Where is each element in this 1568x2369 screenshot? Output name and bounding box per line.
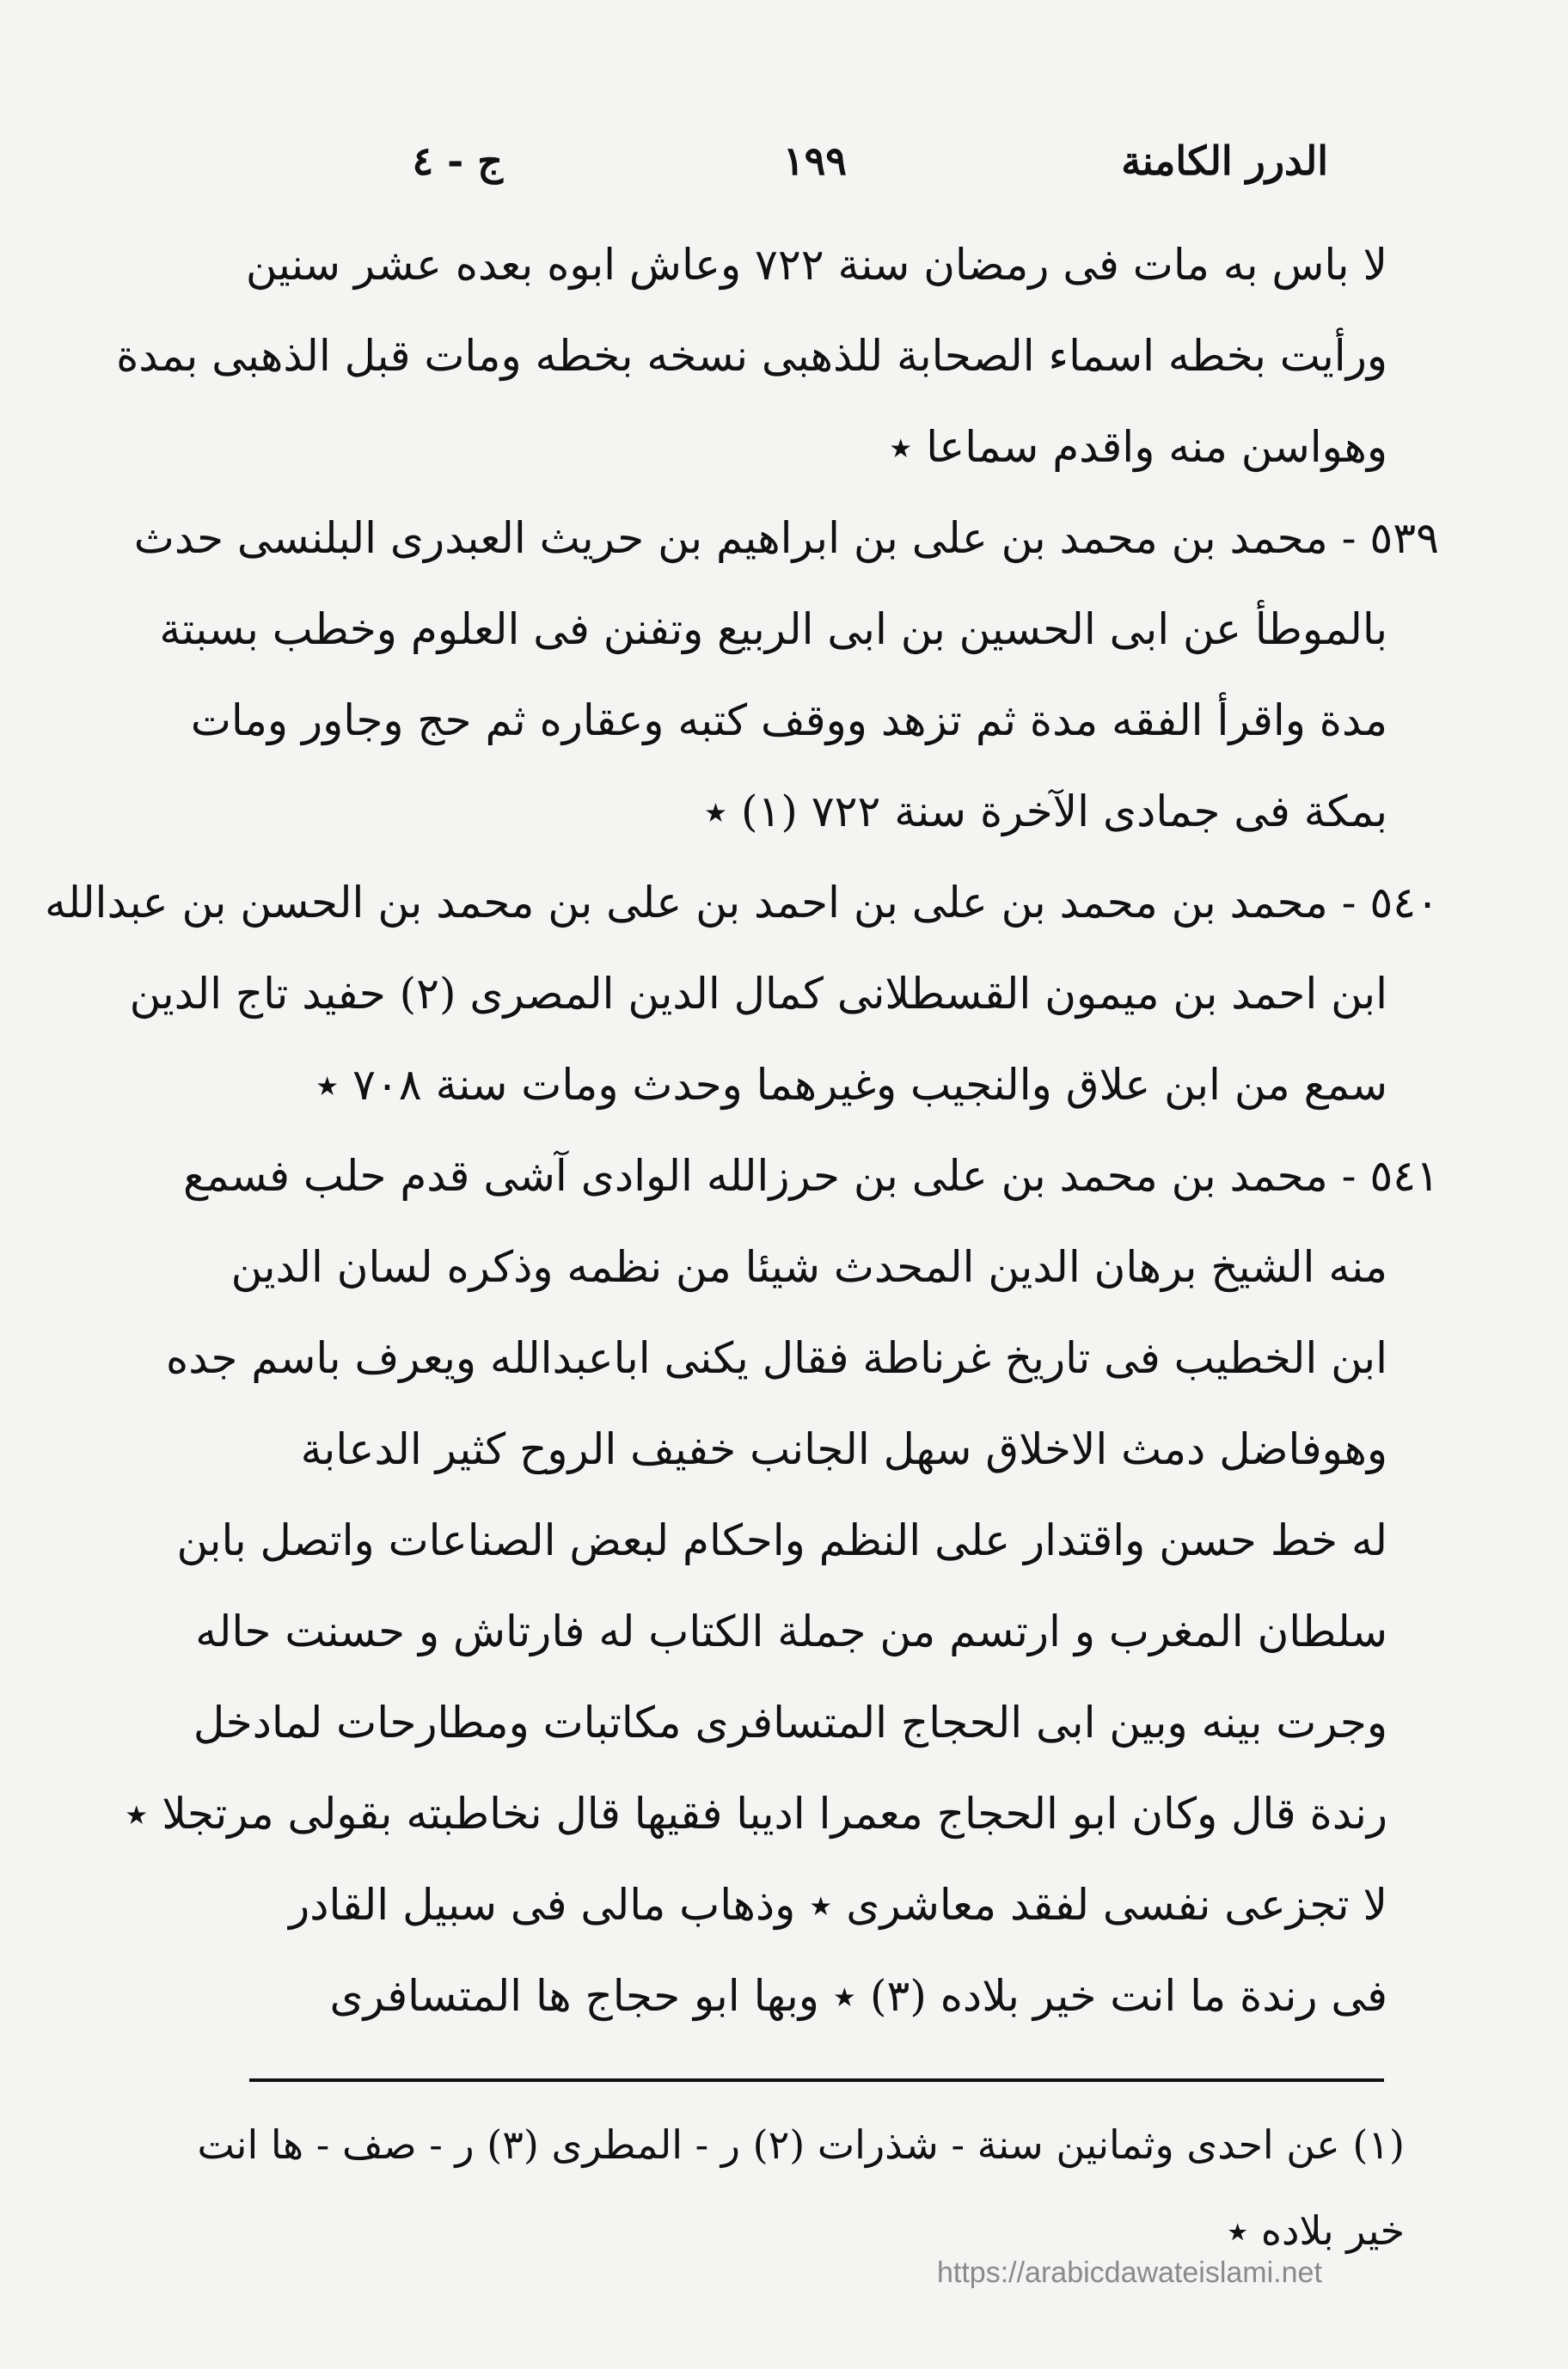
main-text — [44, 219, 1439, 2042]
text-line: بمكة فى جمادى الآخرة سنة ٧٢٢ (١) ٭ — [703, 787, 1387, 836]
text-line: ابن احمد بن ميمون القسطلانى كمال الدين المصرى (٢) حفيد تاج الدين — [129, 969, 1387, 1019]
book-title: الدرر الكامنة — [1121, 138, 1328, 184]
text-line: منه الشيخ برهان الدين المحدث شيئا من نظمه وذكره لسان الدين — [230, 1242, 1387, 1292]
text-line: سلطان المغرب و ارتسم من جملة الكتاب له فارتاش و حسنت حاله — [195, 1607, 1387, 1656]
entry-541-heading: ٥٤١ - محمد بن محمد بن على بن حرزالله الوادى آشى قدم حلب فسمع — [182, 1151, 1439, 1201]
text-line: رندة قال وكان ابو الحجاج معمرا اديبا فقيها قال نخاطبته بقولى مرتجلا ٭ — [125, 1789, 1387, 1839]
text-line: وهواسن منه واقدم سماعا ٭ — [889, 422, 1387, 472]
text-line: مدة واقرأ الفقه مدة ثم تزهد ووقف كتبه وعقاره ثم حج وجاور ومات — [190, 695, 1387, 745]
text-line: وهوفاضل دمث الاخلاق سهل الجانب خفيف الروح كثير الدعابة — [300, 1424, 1387, 1474]
entry-540-heading: ٥٤٠ - محمد بن محمد بن على بن احمد بن على بن محمد بن الحسن بن عبدالله — [44, 878, 1439, 927]
text-line: لا باس به مات فى رمضان سنة ٧٢٢ وعاش ابوه بعده عشر سنين — [245, 240, 1387, 290]
running-header — [340, 138, 1328, 215]
entry-539-heading: ٥٣٩ - محمد بن محمد بن على بن ابراهيم بن حريث العبدرى البلنسى حدث — [133, 513, 1439, 563]
text-line: ورأيت بخطه اسماء الصحابة للذهبى نسخه بخطه ومات قبل الذهبى بمدة — [116, 331, 1387, 381]
text-line: له خط حسن واقتدار على النظم واحكام لبعض الصناعات واتصل بابن — [176, 1515, 1387, 1565]
verse-line: فى رندة ما انت خير بلاده (٣) ٭ وبها ابو حجاج ها المتسافرى — [329, 1971, 1387, 2021]
footnote-line: (١) عن احدى وثمانين سنة - شذرات (٢) ر - المطرى (٣) ر - صف - ها انت — [197, 2121, 1405, 2168]
text-line: وجرت بينه وبين ابى الحجاج المتسافرى مكاتبات ومطارحات لمادخل — [193, 1698, 1387, 1748]
source-watermark: https://arabicdawateislami.net — [937, 2256, 1322, 2289]
verse-line: لا تجزعى نفسى لفقد معاشرى ٭ وذهاب مالى فى سبيل القادر — [289, 1880, 1387, 1930]
volume-label: ج - ٤ — [412, 138, 503, 184]
footnotes — [184, 2102, 1405, 2274]
text-line: بالموطأ عن ابى الحسين بن ابى الربيع وتفنن فى العلوم وخطب بسبتة — [159, 604, 1387, 654]
text-line: ابن الخطيب فى تاريخ غرناطة فقال يكنى اباعبدالله ويعرف باسم جده — [166, 1333, 1387, 1383]
footnote-line: خير بلاده ٭ — [1227, 2207, 1405, 2254]
text-line: سمع من ابن علاق والنجيب وغيرهما وحدث ومات سنة ٧٠٨ ٭ — [315, 1060, 1387, 1110]
footnote-divider — [249, 2078, 1384, 2082]
page-number: ١٩٩ — [782, 138, 847, 184]
